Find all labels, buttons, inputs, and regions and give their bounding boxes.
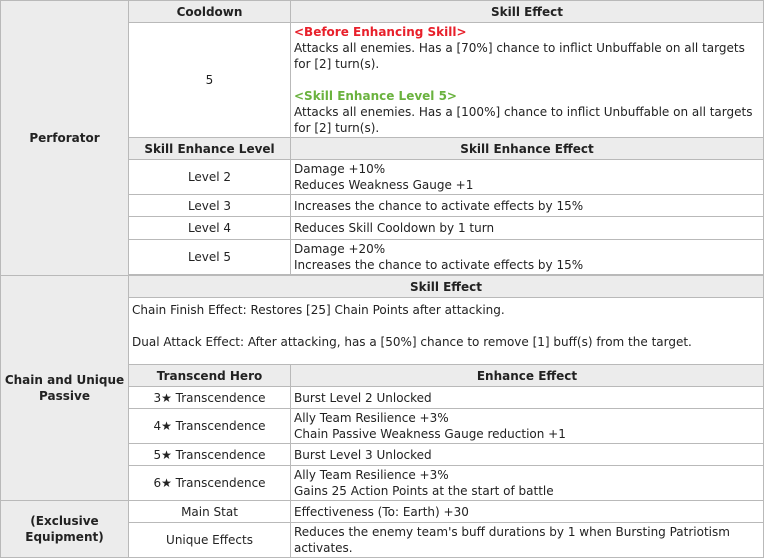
transcend-effect-line: Ally Team Resilience +3%	[294, 468, 449, 482]
enhance-effect: Increases the chance to activate effects by 15%	[291, 195, 764, 217]
transcend-effect: Burst Level 3 Unlocked	[291, 444, 764, 466]
transcend-level: 3★ Transcendence	[129, 387, 291, 409]
chain-finish-text: Chain Finish Effect: Restores [25] Chain Points after attacking.	[132, 303, 505, 317]
transcend-hero-header: Transcend Hero	[129, 365, 291, 387]
main-stat-label: Main Stat	[129, 501, 291, 523]
enhance-level-header: Skill Enhance Level	[129, 138, 291, 160]
before-enhance-title: <Before Enhancing Skill>	[294, 25, 467, 39]
after-enhance-text: Attacks all enemies. Has a [100%] chance to inflict Unbuffable on all targets for [2] turn(s).	[294, 105, 753, 135]
enhance-level: Level 2	[129, 160, 291, 195]
enhance-level: Level 4	[129, 217, 291, 240]
skill-effect-header: Skill Effect	[291, 1, 764, 23]
enhance-effect-line: Damage +20%	[294, 242, 386, 256]
cooldown-value: 5	[129, 23, 291, 138]
unique-effects-value: Reduces the enemy team's buff durations by 1 when Bursting Patriotism activates.	[291, 523, 764, 558]
enhance-level: Level 5	[129, 240, 291, 275]
transcend-effect: Burst Level 2 Unlocked	[291, 387, 764, 409]
transcend-effect-line: Chain Passive Weakness Gauge reduction +1	[294, 427, 566, 441]
transcend-level: 5★ Transcendence	[129, 444, 291, 466]
enhance-effect-line: Increases the chance to activate effects by 15%	[294, 258, 584, 272]
before-enhance-text: Attacks all enemies. Has a [70%] chance to inflict Unbuffable on all targets for [2] turn(s).	[294, 41, 745, 71]
transcend-level: 6★ Transcendence	[129, 466, 291, 501]
transcend-effect	[291, 466, 764, 501]
enhance-effect	[291, 240, 764, 275]
transcend-effect-header: Enhance Effect	[291, 365, 764, 387]
passive-effect-header: Skill Effect	[129, 276, 764, 298]
enhance-level: Level 3	[129, 195, 291, 217]
transcend-effect-line: Gains 25 Action Points at the start of battle	[294, 484, 554, 498]
passive-effect-cell	[129, 298, 764, 365]
passive-label: Chain and Unique Passive	[1, 276, 129, 501]
perforator-label: Perforator	[1, 1, 129, 276]
enhance-effect	[291, 160, 764, 195]
cooldown-header: Cooldown	[129, 1, 291, 23]
skill-effect-cell	[291, 23, 764, 138]
enhance-effect: Reduces Skill Cooldown by 1 turn	[291, 217, 764, 240]
unique-effects-label: Unique Effects	[129, 523, 291, 558]
after-enhance-title: <Skill Enhance Level 5>	[294, 89, 457, 103]
transcend-level: 4★ Transcendence	[129, 409, 291, 444]
transcend-effect-line: Ally Team Resilience +3%	[294, 411, 449, 425]
main-stat-value: Effectiveness (To: Earth) +30	[291, 501, 764, 523]
transcend-effect	[291, 409, 764, 444]
enhance-effect-line: Reduces Weakness Gauge +1	[294, 178, 474, 192]
enhance-effect-header: Skill Enhance Effect	[291, 138, 764, 160]
enhance-effect-line: Damage +10%	[294, 162, 386, 176]
dual-attack-text: Dual Attack Effect: After attacking, has a [50%] chance to remove [1] buff(s) from the target.	[132, 335, 692, 349]
equipment-label: (Exclusive Equipment)	[1, 501, 129, 558]
